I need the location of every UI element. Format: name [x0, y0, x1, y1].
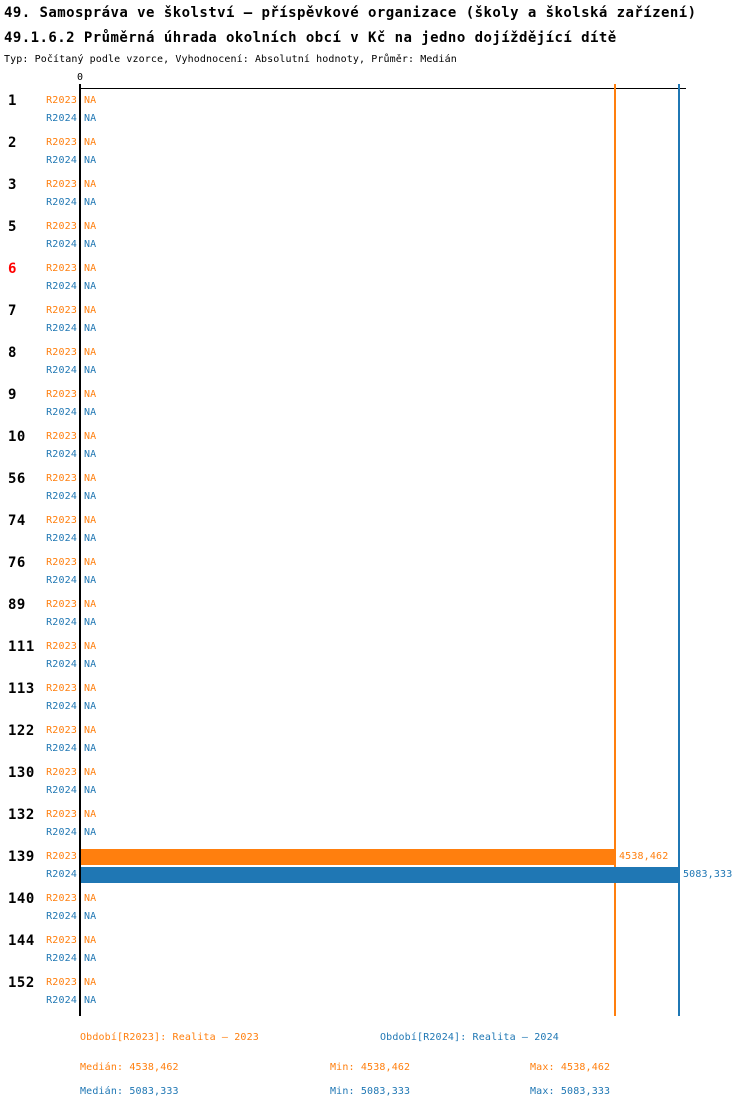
series-label: R2024	[46, 827, 77, 838]
row-line-r2023	[0, 386, 750, 404]
na-value: NA	[84, 515, 97, 526]
row-number: 132	[8, 807, 35, 823]
na-value: NA	[84, 221, 97, 232]
row-line-r2023	[0, 344, 750, 362]
row-line-r2023	[0, 554, 750, 572]
na-value: NA	[84, 197, 97, 208]
legend-r2024: Období[R2024]: Realita – 2024	[380, 1032, 559, 1043]
na-value: NA	[84, 683, 97, 694]
na-value: NA	[84, 305, 97, 316]
na-value: NA	[84, 431, 97, 442]
row-line-r2023	[0, 890, 750, 908]
series-label: R2023	[46, 599, 77, 610]
series-label: R2024	[46, 575, 77, 586]
series-label: R2023	[46, 179, 77, 190]
series-label: R2024	[46, 407, 77, 418]
row-line-r2024	[0, 236, 750, 254]
row-number: 111	[8, 639, 35, 655]
na-value: NA	[84, 827, 97, 838]
chart-row-5	[0, 218, 750, 254]
na-value: NA	[84, 701, 97, 712]
stat-median-r2024: Medián: 5083,333	[80, 1086, 179, 1097]
chart-row-111	[0, 638, 750, 674]
row-line-r2024	[0, 110, 750, 128]
row-number: 56	[8, 471, 26, 487]
na-value: NA	[84, 155, 97, 166]
series-label: R2023	[46, 557, 77, 568]
na-value: NA	[84, 977, 97, 988]
row-number: 122	[8, 723, 35, 739]
na-value: NA	[84, 389, 97, 400]
na-value: NA	[84, 449, 97, 460]
chart-row-130	[0, 764, 750, 800]
row-line-r2023	[0, 596, 750, 614]
na-value: NA	[84, 347, 97, 358]
series-label: R2023	[46, 431, 77, 442]
series-label: R2024	[46, 365, 77, 376]
row-number: 130	[8, 765, 35, 781]
row-number: 2	[8, 135, 17, 151]
series-label: R2024	[46, 701, 77, 712]
na-value: NA	[84, 953, 97, 964]
series-label: R2024	[46, 533, 77, 544]
axis-zero-tick-label: 0	[76, 72, 84, 83]
chart-row-2	[0, 134, 750, 170]
series-label: R2023	[46, 305, 77, 316]
stat-min-r2024: Min: 5083,333	[330, 1086, 411, 1097]
na-value: NA	[84, 725, 97, 736]
row-line-r2023	[0, 932, 750, 950]
chart-row-152	[0, 974, 750, 1010]
series-label: R2023	[46, 389, 77, 400]
na-value: NA	[84, 533, 97, 544]
series-label: R2024	[46, 239, 77, 250]
row-line-r2024	[0, 614, 750, 632]
series-label: R2024	[46, 617, 77, 628]
row-line-r2024	[0, 152, 750, 170]
series-label: R2024	[46, 743, 77, 754]
row-line-r2023	[0, 974, 750, 992]
chart-row-10	[0, 428, 750, 464]
series-label: R2024	[46, 659, 77, 670]
na-value: NA	[84, 575, 97, 586]
na-value: NA	[84, 137, 97, 148]
row-line-r2023	[0, 176, 750, 194]
series-label: R2024	[46, 197, 77, 208]
row-line-r2024	[0, 488, 750, 506]
series-label: R2024	[46, 323, 77, 334]
row-line-r2024	[0, 866, 750, 884]
na-value: NA	[84, 179, 97, 190]
row-number: 144	[8, 933, 35, 949]
stat-min-r2023: Min: 4538,462	[330, 1062, 411, 1073]
row-line-r2023	[0, 512, 750, 530]
series-label: R2024	[46, 869, 77, 880]
stat-max-r2023: Max: 4538,462	[530, 1062, 611, 1073]
na-value: NA	[84, 893, 97, 904]
row-number: 1	[8, 93, 17, 109]
chart-row-1	[0, 92, 750, 128]
row-number: 89	[8, 597, 26, 613]
series-label: R2023	[46, 935, 77, 946]
series-label: R2023	[46, 683, 77, 694]
chart-row-3	[0, 176, 750, 212]
row-line-r2023	[0, 848, 750, 866]
chart-row-74	[0, 512, 750, 548]
series-label: R2023	[46, 641, 77, 652]
row-line-r2024	[0, 278, 750, 296]
chart-row-144	[0, 932, 750, 968]
row-line-r2024	[0, 992, 750, 1010]
na-value: NA	[84, 785, 97, 796]
page-title: 49. Samospráva ve školství – příspěvkové organizace (školy a školská zařízení)	[4, 5, 697, 21]
row-line-r2024	[0, 572, 750, 590]
chart-subtitle: 49.1.6.2 Průměrná úhrada okolních obcí v Kč na jedno dojíždějící dítě	[4, 30, 617, 46]
na-value: NA	[84, 641, 97, 652]
row-line-r2023	[0, 302, 750, 320]
legend-r2023: Období[R2023]: Realita – 2023	[80, 1032, 259, 1043]
row-line-r2023	[0, 806, 750, 824]
stat-median-r2023: Medián: 4538,462	[80, 1062, 179, 1073]
row-line-r2024	[0, 320, 750, 338]
row-line-r2023	[0, 680, 750, 698]
series-label: R2023	[46, 851, 77, 862]
series-label: R2023	[46, 221, 77, 232]
na-value: NA	[84, 659, 97, 670]
row-line-r2023	[0, 470, 750, 488]
bar-r2024	[81, 867, 679, 883]
row-number: 5	[8, 219, 17, 235]
na-value: NA	[84, 911, 97, 922]
na-value: NA	[84, 365, 97, 376]
row-number: 113	[8, 681, 35, 697]
row-line-r2023	[0, 428, 750, 446]
series-label: R2023	[46, 263, 77, 274]
row-line-r2023	[0, 218, 750, 236]
na-value: NA	[84, 239, 97, 250]
series-label: R2024	[46, 491, 77, 502]
row-number: 3	[8, 177, 17, 193]
row-number: 9	[8, 387, 17, 403]
na-value: NA	[84, 599, 97, 610]
na-value: NA	[84, 113, 97, 124]
row-number: 140	[8, 891, 35, 907]
row-number: 74	[8, 513, 26, 529]
chart-row-56	[0, 470, 750, 506]
row-line-r2023	[0, 92, 750, 110]
series-label: R2023	[46, 473, 77, 484]
series-label: R2023	[46, 137, 77, 148]
row-number: 6	[8, 261, 17, 277]
series-label: R2023	[46, 347, 77, 358]
chart-row-140	[0, 890, 750, 926]
chart-row-139	[0, 848, 750, 884]
series-label: R2024	[46, 785, 77, 796]
row-line-r2024	[0, 740, 750, 758]
na-value: NA	[84, 995, 97, 1006]
series-label: R2024	[46, 155, 77, 166]
na-value: NA	[84, 557, 97, 568]
chart-row-6	[0, 260, 750, 296]
na-value: NA	[84, 617, 97, 628]
row-number: 10	[8, 429, 26, 445]
row-line-r2024	[0, 194, 750, 212]
row-line-r2024	[0, 782, 750, 800]
na-value: NA	[84, 407, 97, 418]
series-label: R2023	[46, 95, 77, 106]
series-label: R2023	[46, 515, 77, 526]
row-number: 139	[8, 849, 35, 865]
na-value: NA	[84, 263, 97, 274]
row-line-r2023	[0, 722, 750, 740]
chart-row-132	[0, 806, 750, 842]
row-line-r2024	[0, 656, 750, 674]
row-line-r2023	[0, 134, 750, 152]
row-number: 76	[8, 555, 26, 571]
bar-r2023	[81, 849, 615, 865]
row-line-r2024	[0, 530, 750, 548]
na-value: NA	[84, 809, 97, 820]
row-line-r2024	[0, 404, 750, 422]
na-value: NA	[84, 473, 97, 484]
na-value: NA	[84, 767, 97, 778]
series-label: R2024	[46, 449, 77, 460]
chart-row-113	[0, 680, 750, 716]
na-value: NA	[84, 281, 97, 292]
series-label: R2024	[46, 113, 77, 124]
series-label: R2023	[46, 977, 77, 988]
row-line-r2023	[0, 638, 750, 656]
row-number: 8	[8, 345, 17, 361]
na-value: NA	[84, 491, 97, 502]
row-line-r2024	[0, 950, 750, 968]
series-label: R2023	[46, 725, 77, 736]
na-value: NA	[84, 95, 97, 106]
stat-max-r2024: Max: 5083,333	[530, 1086, 611, 1097]
row-line-r2024	[0, 908, 750, 926]
bar-value-label: 4538,462	[619, 851, 669, 862]
chart-row-122	[0, 722, 750, 758]
chart-row-89	[0, 596, 750, 632]
na-value: NA	[84, 323, 97, 334]
chart-row-76	[0, 554, 750, 590]
row-line-r2024	[0, 446, 750, 464]
na-value: NA	[84, 935, 97, 946]
chart-meta-line: Typ: Počítaný podle vzorce, Vyhodnocení: Absolutní hodnoty, Průměr: Medián	[4, 54, 457, 65]
series-label: R2023	[46, 809, 77, 820]
row-line-r2024	[0, 698, 750, 716]
series-label: R2024	[46, 953, 77, 964]
x-axis-line	[80, 88, 686, 89]
row-line-r2024	[0, 362, 750, 380]
series-label: R2024	[46, 911, 77, 922]
chart-row-8	[0, 344, 750, 380]
row-line-r2024	[0, 824, 750, 842]
row-number: 7	[8, 303, 17, 319]
series-label: R2023	[46, 767, 77, 778]
row-line-r2023	[0, 764, 750, 782]
bar-value-label: 5083,333	[683, 869, 733, 880]
chart-row-9	[0, 386, 750, 422]
series-label: R2023	[46, 893, 77, 904]
chart-row-7	[0, 302, 750, 338]
series-label: R2024	[46, 281, 77, 292]
series-label: R2024	[46, 995, 77, 1006]
row-line-r2023	[0, 260, 750, 278]
na-value: NA	[84, 743, 97, 754]
row-number: 152	[8, 975, 35, 991]
